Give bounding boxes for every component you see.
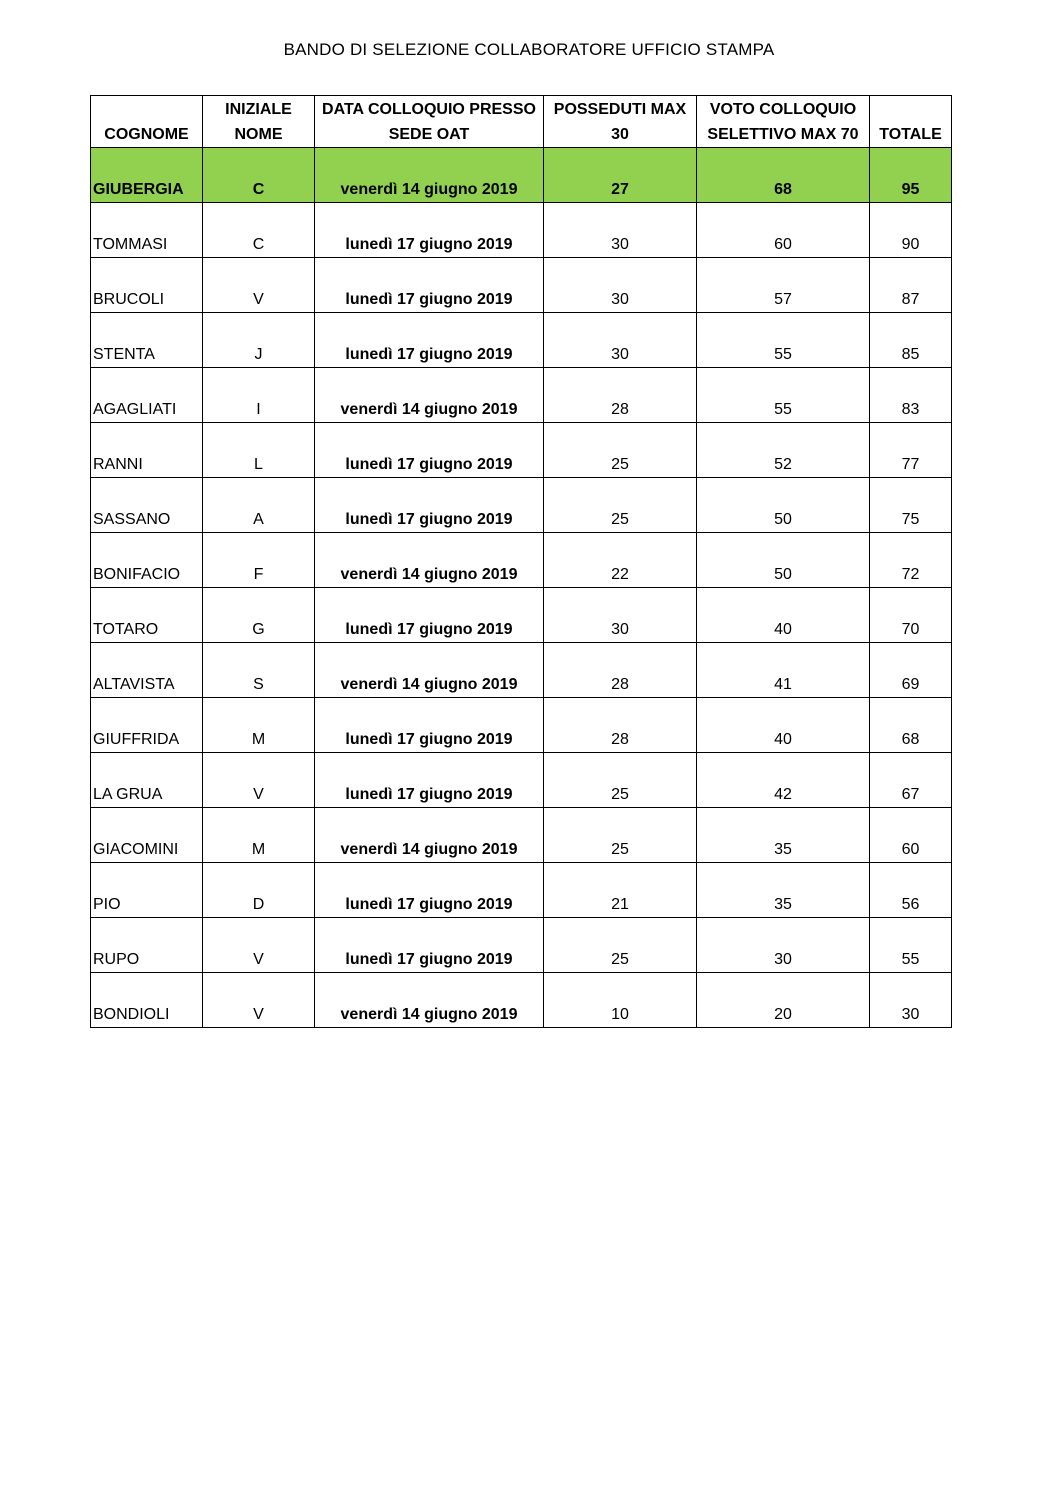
table-row bbox=[91, 423, 952, 478]
table-row bbox=[91, 258, 952, 313]
cell-cognome: AGAGLIATI bbox=[91, 368, 203, 423]
cell-iniziale: J bbox=[203, 313, 315, 368]
table-row bbox=[91, 753, 952, 808]
cell-cognome: ALTAVISTA bbox=[91, 643, 203, 698]
header-posseduti-line2: 30 bbox=[611, 126, 629, 143]
header-row bbox=[91, 96, 952, 148]
header-iniziale-line1: INIZIALE bbox=[225, 101, 292, 118]
table-row bbox=[91, 368, 952, 423]
table-row bbox=[91, 533, 952, 588]
cell-totale: 70 bbox=[870, 588, 952, 643]
table-row bbox=[91, 808, 952, 863]
cell-posseduti: 25 bbox=[544, 753, 697, 808]
cell-posseduti: 22 bbox=[544, 533, 697, 588]
cell-posseduti: 27 bbox=[544, 148, 697, 203]
cell-data-colloquio: lunedì 17 giugno 2019 bbox=[315, 753, 544, 808]
cell-data-colloquio: venerdì 14 giugno 2019 bbox=[315, 643, 544, 698]
cell-data-colloquio: venerdì 14 giugno 2019 bbox=[315, 808, 544, 863]
cell-cognome: STENTA bbox=[91, 313, 203, 368]
cell-voto: 50 bbox=[697, 533, 870, 588]
cell-iniziale: D bbox=[203, 863, 315, 918]
cell-cognome: SASSANO bbox=[91, 478, 203, 533]
header-posseduti-line1: POSSEDUTI MAX bbox=[553, 101, 687, 118]
cell-totale: 60 bbox=[870, 808, 952, 863]
cell-iniziale: M bbox=[203, 698, 315, 753]
cell-iniziale: G bbox=[203, 588, 315, 643]
cell-iniziale: F bbox=[203, 533, 315, 588]
cell-voto: 42 bbox=[697, 753, 870, 808]
cell-voto: 35 bbox=[697, 808, 870, 863]
cell-posseduti: 28 bbox=[544, 643, 697, 698]
cell-voto: 30 bbox=[697, 918, 870, 973]
cell-cognome: RUPO bbox=[91, 918, 203, 973]
cell-iniziale: C bbox=[203, 203, 315, 258]
cell-cognome: BRUCOLI bbox=[91, 258, 203, 313]
cell-data-colloquio: venerdì 14 giugno 2019 bbox=[315, 973, 544, 1028]
cell-posseduti: 30 bbox=[544, 588, 697, 643]
header-voto-line1: VOTO COLLOQUIO bbox=[709, 101, 857, 118]
cell-totale: 90 bbox=[870, 203, 952, 258]
cell-data-colloquio: venerdì 14 giugno 2019 bbox=[315, 368, 544, 423]
cell-data-colloquio: lunedì 17 giugno 2019 bbox=[315, 203, 544, 258]
cell-posseduti: 30 bbox=[544, 203, 697, 258]
cell-voto: 41 bbox=[697, 643, 870, 698]
cell-posseduti: 10 bbox=[544, 973, 697, 1028]
cell-totale: 30 bbox=[870, 973, 952, 1028]
cell-cognome: GIUBERGIA bbox=[91, 148, 203, 203]
table-header bbox=[91, 96, 952, 148]
cell-totale: 87 bbox=[870, 258, 952, 313]
cell-cognome: TOTARO bbox=[91, 588, 203, 643]
table-body bbox=[91, 148, 952, 1028]
table-row bbox=[91, 148, 952, 203]
cell-voto: 57 bbox=[697, 258, 870, 313]
cell-data-colloquio: lunedì 17 giugno 2019 bbox=[315, 863, 544, 918]
cell-posseduti: 21 bbox=[544, 863, 697, 918]
header-data-colloquio bbox=[315, 96, 544, 148]
cell-voto: 55 bbox=[697, 313, 870, 368]
cell-data-colloquio: venerdì 14 giugno 2019 bbox=[315, 148, 544, 203]
cell-cognome: RANNI bbox=[91, 423, 203, 478]
cell-voto: 40 bbox=[697, 698, 870, 753]
cell-posseduti: 28 bbox=[544, 698, 697, 753]
cell-totale: 95 bbox=[870, 148, 952, 203]
cell-posseduti: 30 bbox=[544, 258, 697, 313]
cell-totale: 77 bbox=[870, 423, 952, 478]
cell-posseduti: 30 bbox=[544, 313, 697, 368]
header-data-line1: DATA COLLOQUIO PRESSO bbox=[322, 101, 536, 118]
cell-posseduti: 25 bbox=[544, 918, 697, 973]
page-title: BANDO DI SELEZIONE COLLABORATORE UFFICIO STAMPA bbox=[283, 40, 775, 59]
cell-cognome: BONDIOLI bbox=[91, 973, 203, 1028]
cell-data-colloquio: lunedì 17 giugno 2019 bbox=[315, 918, 544, 973]
cell-posseduti: 25 bbox=[544, 478, 697, 533]
cell-cognome: PIO bbox=[91, 863, 203, 918]
cell-voto: 60 bbox=[697, 203, 870, 258]
cell-data-colloquio: lunedì 17 giugno 2019 bbox=[315, 423, 544, 478]
table-row bbox=[91, 698, 952, 753]
cell-iniziale: I bbox=[203, 368, 315, 423]
header-voto-colloquio bbox=[697, 96, 870, 148]
cell-iniziale: V bbox=[203, 918, 315, 973]
cell-data-colloquio: lunedì 17 giugno 2019 bbox=[315, 698, 544, 753]
cell-totale: 75 bbox=[870, 478, 952, 533]
table-row bbox=[91, 203, 952, 258]
table-row bbox=[91, 478, 952, 533]
cell-data-colloquio: lunedì 17 giugno 2019 bbox=[315, 313, 544, 368]
table-row bbox=[91, 918, 952, 973]
cell-totale: 56 bbox=[870, 863, 952, 918]
cell-posseduti: 28 bbox=[544, 368, 697, 423]
cell-data-colloquio: lunedì 17 giugno 2019 bbox=[315, 258, 544, 313]
cell-cognome: LA GRUA bbox=[91, 753, 203, 808]
cell-iniziale: A bbox=[203, 478, 315, 533]
cell-posseduti: 25 bbox=[544, 808, 697, 863]
cell-data-colloquio: lunedì 17 giugno 2019 bbox=[315, 478, 544, 533]
cell-iniziale: V bbox=[203, 258, 315, 313]
cell-voto: 50 bbox=[697, 478, 870, 533]
cell-iniziale: V bbox=[203, 973, 315, 1028]
cell-cognome: GIUFFRIDA bbox=[91, 698, 203, 753]
cell-cognome: GIACOMINI bbox=[91, 808, 203, 863]
cell-voto: 68 bbox=[697, 148, 870, 203]
cell-totale: 72 bbox=[870, 533, 952, 588]
cell-data-colloquio: venerdì 14 giugno 2019 bbox=[315, 533, 544, 588]
cell-posseduti: 25 bbox=[544, 423, 697, 478]
cell-iniziale: S bbox=[203, 643, 315, 698]
cell-totale: 68 bbox=[870, 698, 952, 753]
cell-iniziale: V bbox=[203, 753, 315, 808]
header-voto-line2: SELETTIVO MAX 70 bbox=[707, 126, 859, 143]
cell-totale: 83 bbox=[870, 368, 952, 423]
table-row bbox=[91, 313, 952, 368]
cell-iniziale: L bbox=[203, 423, 315, 478]
table-row bbox=[91, 588, 952, 643]
cell-voto: 35 bbox=[697, 863, 870, 918]
table-row bbox=[91, 643, 952, 698]
cell-totale: 55 bbox=[870, 918, 952, 973]
results-table bbox=[90, 95, 952, 1028]
table-row bbox=[91, 863, 952, 918]
cell-voto: 52 bbox=[697, 423, 870, 478]
header-iniziale-line2: NOME bbox=[234, 126, 283, 143]
cell-cognome: BONIFACIO bbox=[91, 533, 203, 588]
table-row bbox=[91, 973, 952, 1028]
cell-iniziale: M bbox=[203, 808, 315, 863]
header-data-line2: SEDE OAT bbox=[388, 126, 470, 143]
cell-voto: 20 bbox=[697, 973, 870, 1028]
cell-totale: 69 bbox=[870, 643, 952, 698]
cell-totale: 67 bbox=[870, 753, 952, 808]
header-iniziale-nome bbox=[203, 96, 315, 148]
header-cognome: COGNOME bbox=[91, 96, 203, 148]
cell-totale: 85 bbox=[870, 313, 952, 368]
cell-data-colloquio: lunedì 17 giugno 2019 bbox=[315, 588, 544, 643]
cell-iniziale: C bbox=[203, 148, 315, 203]
cell-voto: 55 bbox=[697, 368, 870, 423]
cell-cognome: TOMMASI bbox=[91, 203, 203, 258]
header-posseduti bbox=[544, 96, 697, 148]
header-totale: TOTALE bbox=[870, 96, 952, 148]
cell-voto: 40 bbox=[697, 588, 870, 643]
